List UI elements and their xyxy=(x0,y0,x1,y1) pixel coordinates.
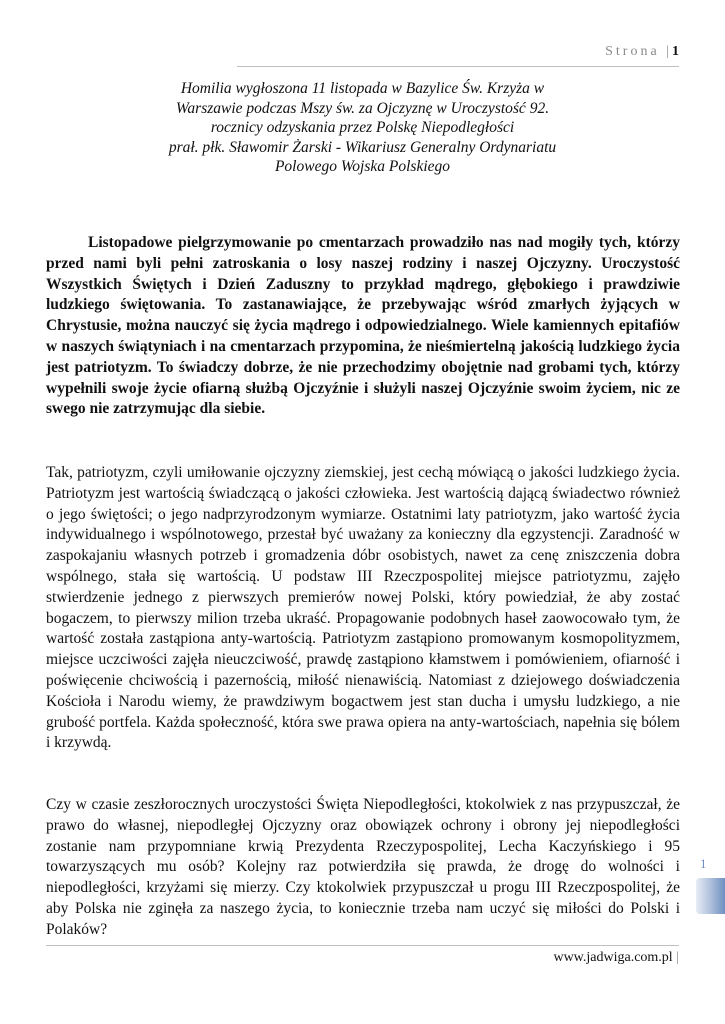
page-separator: | xyxy=(666,44,672,59)
header-divider xyxy=(237,66,679,67)
title-line: rocznicy odzyskania przez Polskę Niepodległości xyxy=(210,119,515,136)
paragraph-patriotism: Tak, patriotyzm, czyli umiłowanie ojczyzny ziemskiej, jest cechą mówiącą o jakości ludzkiego życia. Patriotyzm jest wartością świadczącą o jakości człowieka. Jest wartością dającą świadectwo również o jego świętości; o jego nadprzyrodzonym wymiarze. Ostatnimi laty patriotyzm, jako wartość życia indywidualnego i wspólnotowego, przestał być uważany za konieczny dla egzystencji. Zaradność w zaspokajaniu własnych potrzeb i gromadzenia dóbr osobistych, nawet za cenę zniszczenia dobra wspólnego, stała się wartością. U podstaw III Rzeczpospolitej miejsce patriotyzmu, zajęło stwierdzenie jednego z pierwszych premierów nowej Polski, który powiedział, że aby zostać bogaczem, to pierwszy milion trzeba ukraść. Propagowanie podobnych haseł zaowocowało tym, że wartość została zastąpiona anty-wartością. Patriotyzm zastąpiono promowanym kosmopolityzmem, miejsce uczciwości zajęła nieuczciwość, prawdę zastąpiono kłamstwem i pomówieniem, ofiarność i poświęcenie chciwością i pazernością, miłość nienawiścią. Natomiast z dziejowego doświadczenia Kościoła i Narodu wiemy, że prawdziwym bogactwem jest stan ducha i umysłu ludzkiego, a nie grubość portfela. Każda społeczność, która swe prawa opiera na anty-wartościach, napełnia się bólem i krzywdą. xyxy=(46,464,680,752)
title-line: Warszawie podczas Mszy św. za Ojczyznę w Uroczystość 92. xyxy=(175,99,550,117)
page-header xyxy=(605,44,679,60)
paragraph-independence: Czy w czasie zeszłorocznych uroczystości Święta Niepodległości, ktokolwiek z nas przypuszczał, że prawo do własnej, niepodległej Ojczyzny oraz obowiązek ochrony i obrony jej niepodległości zostanie nam przypomniane krwią Prezydenta Rzeczypospolitej, Lecha Kaczyńskiego i 95 towarzyszących mu osób? Kolejny raz potwierdziła się prawda, że drogę do wolności i niepodległości, krzyżami się mierzy. Czy ktokolwiek przypuszczał u progu III Rzeczpospolitej, że aby Polska nie zginęła za naszego życia, to koniecznie trzeba nam uczyć się miłości do Polski i Polaków? xyxy=(46,796,680,938)
title-line: Polowego Wojska Polskiego xyxy=(274,158,451,175)
side-page-tab xyxy=(696,878,725,914)
title-line: prał. płk. Sławomir Żarski - Wikariusz Generalny Ordynariatu xyxy=(168,138,557,156)
footer-divider xyxy=(46,945,679,946)
footer-url[interactable]: www.jadwiga.com.pl xyxy=(553,950,673,965)
page-label: Strona xyxy=(605,44,660,59)
paragraph-intro: Listopadowe pielgrzymowanie po cmentarzach prowadziło nas nad mogiły tych, którzy przed nami byli pełni zatroskania o losy naszej rodziny i naszej Ojczyzny. Uroczystość Wszystkich Świętych i Dzień Zaduszny to przykład mądrego, głębokiego i prawdziwie ludzkiego świętowania. To zastanawiające, że przebywając wśród zmarłych żyjących w Chrystusie, można nauczyć się życia mądrego i odpowiedzialnego. Wiele kamiennych epitafiów w naszych świątyniach i na cmentarzach przypomina, że nieśmiertelną jakością ludzkiego życia jest patriotyzm. To świadczy dobrze, że nie przechodzimy obojętnie nad grobami tych, którzy wypełnili swoje życie ofiarną służbą Ojczyźnie i służyli naszej Ojczyźnie swoim życiem, nic ze swego nie zatrzymując dla siebie. xyxy=(46,234,680,418)
homily-title xyxy=(120,79,605,177)
page-number: 1 xyxy=(672,44,679,59)
footer-separator: | xyxy=(676,950,679,965)
title-line: Homilia wygłoszona 11 listopada w Bazylice Św. Krzyża w xyxy=(180,80,545,97)
side-page-number: 1 xyxy=(700,856,707,871)
footer xyxy=(553,950,679,966)
